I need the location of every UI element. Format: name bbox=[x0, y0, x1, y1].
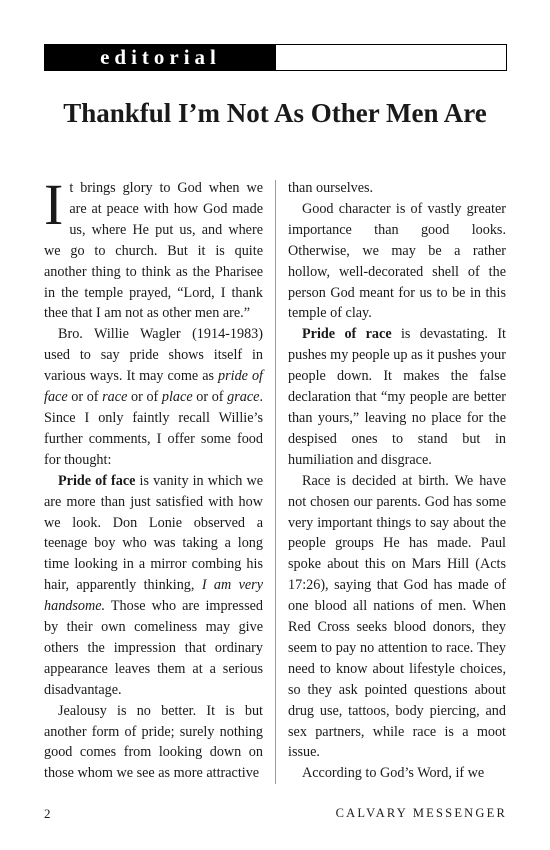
column-divider bbox=[275, 180, 276, 784]
paragraph bbox=[44, 172, 263, 324]
paragraph bbox=[288, 178, 506, 199]
paragraph-text: Race is decided at birth. We have not chosen our parents. God has some very important things to say about the people groups He has made. Paul spoke about this on Mars Hill (Acts 17:26), saying that God has made of one blood all nations of men. When Red Cross seeks blood donors, they seem to pay no attention to race. They need to know about lifestyle choices, so they ask pointed questions about drug use, tattoos, body piercing, and sex partners, while race is a moot issue. bbox=[288, 472, 506, 761]
article-column-right bbox=[288, 178, 506, 784]
section-header-bar bbox=[44, 44, 507, 71]
emphasis: I am very handsome. bbox=[44, 577, 263, 615]
paragraph bbox=[44, 701, 263, 785]
paragraph-text: Bro. Willie Wagler (1914-1983) used to say pride shows itself in various ways. It may come as bbox=[44, 326, 263, 385]
paragraph bbox=[288, 324, 506, 470]
subheading-inline: Pride of race bbox=[302, 326, 392, 343]
paragraph-text: or of bbox=[192, 389, 228, 406]
paragraph-text: According to God’s Word, if we bbox=[302, 765, 485, 782]
paragraph-text: is vanity in which we are more than just satisfied with how we look. Don Lonie observed a teenage boy who was taking a long time looking in a mirror combing his hair, apparently thinking, bbox=[44, 472, 263, 594]
paragraph-text: or of bbox=[127, 389, 162, 406]
paragraph bbox=[288, 199, 506, 324]
paragraph-text: Those who are impressed by their own comeliness may give others the impression that ordinary appearance leaves them at a serious disadvantage. bbox=[44, 598, 263, 698]
paragraph bbox=[44, 324, 263, 470]
paragraph bbox=[44, 471, 263, 701]
paragraph-text: than ourselves. bbox=[288, 180, 374, 196]
subheading-inline: Pride of face bbox=[58, 472, 136, 489]
publication-name: CALVARY MESSENGER bbox=[335, 806, 507, 820]
paragraph-text: or of bbox=[67, 389, 103, 406]
section-label: editorial bbox=[45, 45, 276, 70]
article-column-left bbox=[44, 172, 264, 784]
article-title: Thankful I’m Not As Other Men Are bbox=[63, 98, 487, 128]
paragraph bbox=[288, 763, 506, 784]
paragraph-text: Jealousy is no better. It is but another form of pride; surely nothing good comes from looking down on those whom we see as more attractive bbox=[44, 702, 263, 782]
emphasis: grace bbox=[227, 389, 260, 406]
paragraph-text: . Since I only faintly recall Willie’s further comments, I offer some food for thought: bbox=[44, 389, 263, 468]
paragraph-text: t brings glory to God when we are at peace with how God made us, where He put us, and where we go to church. But it is quite another thing to think as the Pharisee in the temple prayed, “Lord, I thank thee that I am not as other men are.” bbox=[44, 180, 263, 322]
paragraph-text: is devastating. It pushes my people up as it pushes your people down. It makes the false declaration that “my people are better than yours,” leaving no place for the despised ones to stand but in humiliation and disgrace. bbox=[288, 326, 506, 468]
paragraph-text: Good character is of vastly greater importance than good looks. Otherwise, we may be a rather hollow, well-decorated shell of the person God meant for us to be in this temple of clay. bbox=[288, 200, 506, 322]
emphasis: pride of face bbox=[44, 368, 264, 406]
emphasis: place bbox=[161, 389, 193, 406]
emphasis: race bbox=[102, 389, 128, 406]
paragraph bbox=[288, 471, 506, 764]
drop-cap: I bbox=[44, 172, 64, 237]
page-number: 2 bbox=[44, 806, 51, 821]
